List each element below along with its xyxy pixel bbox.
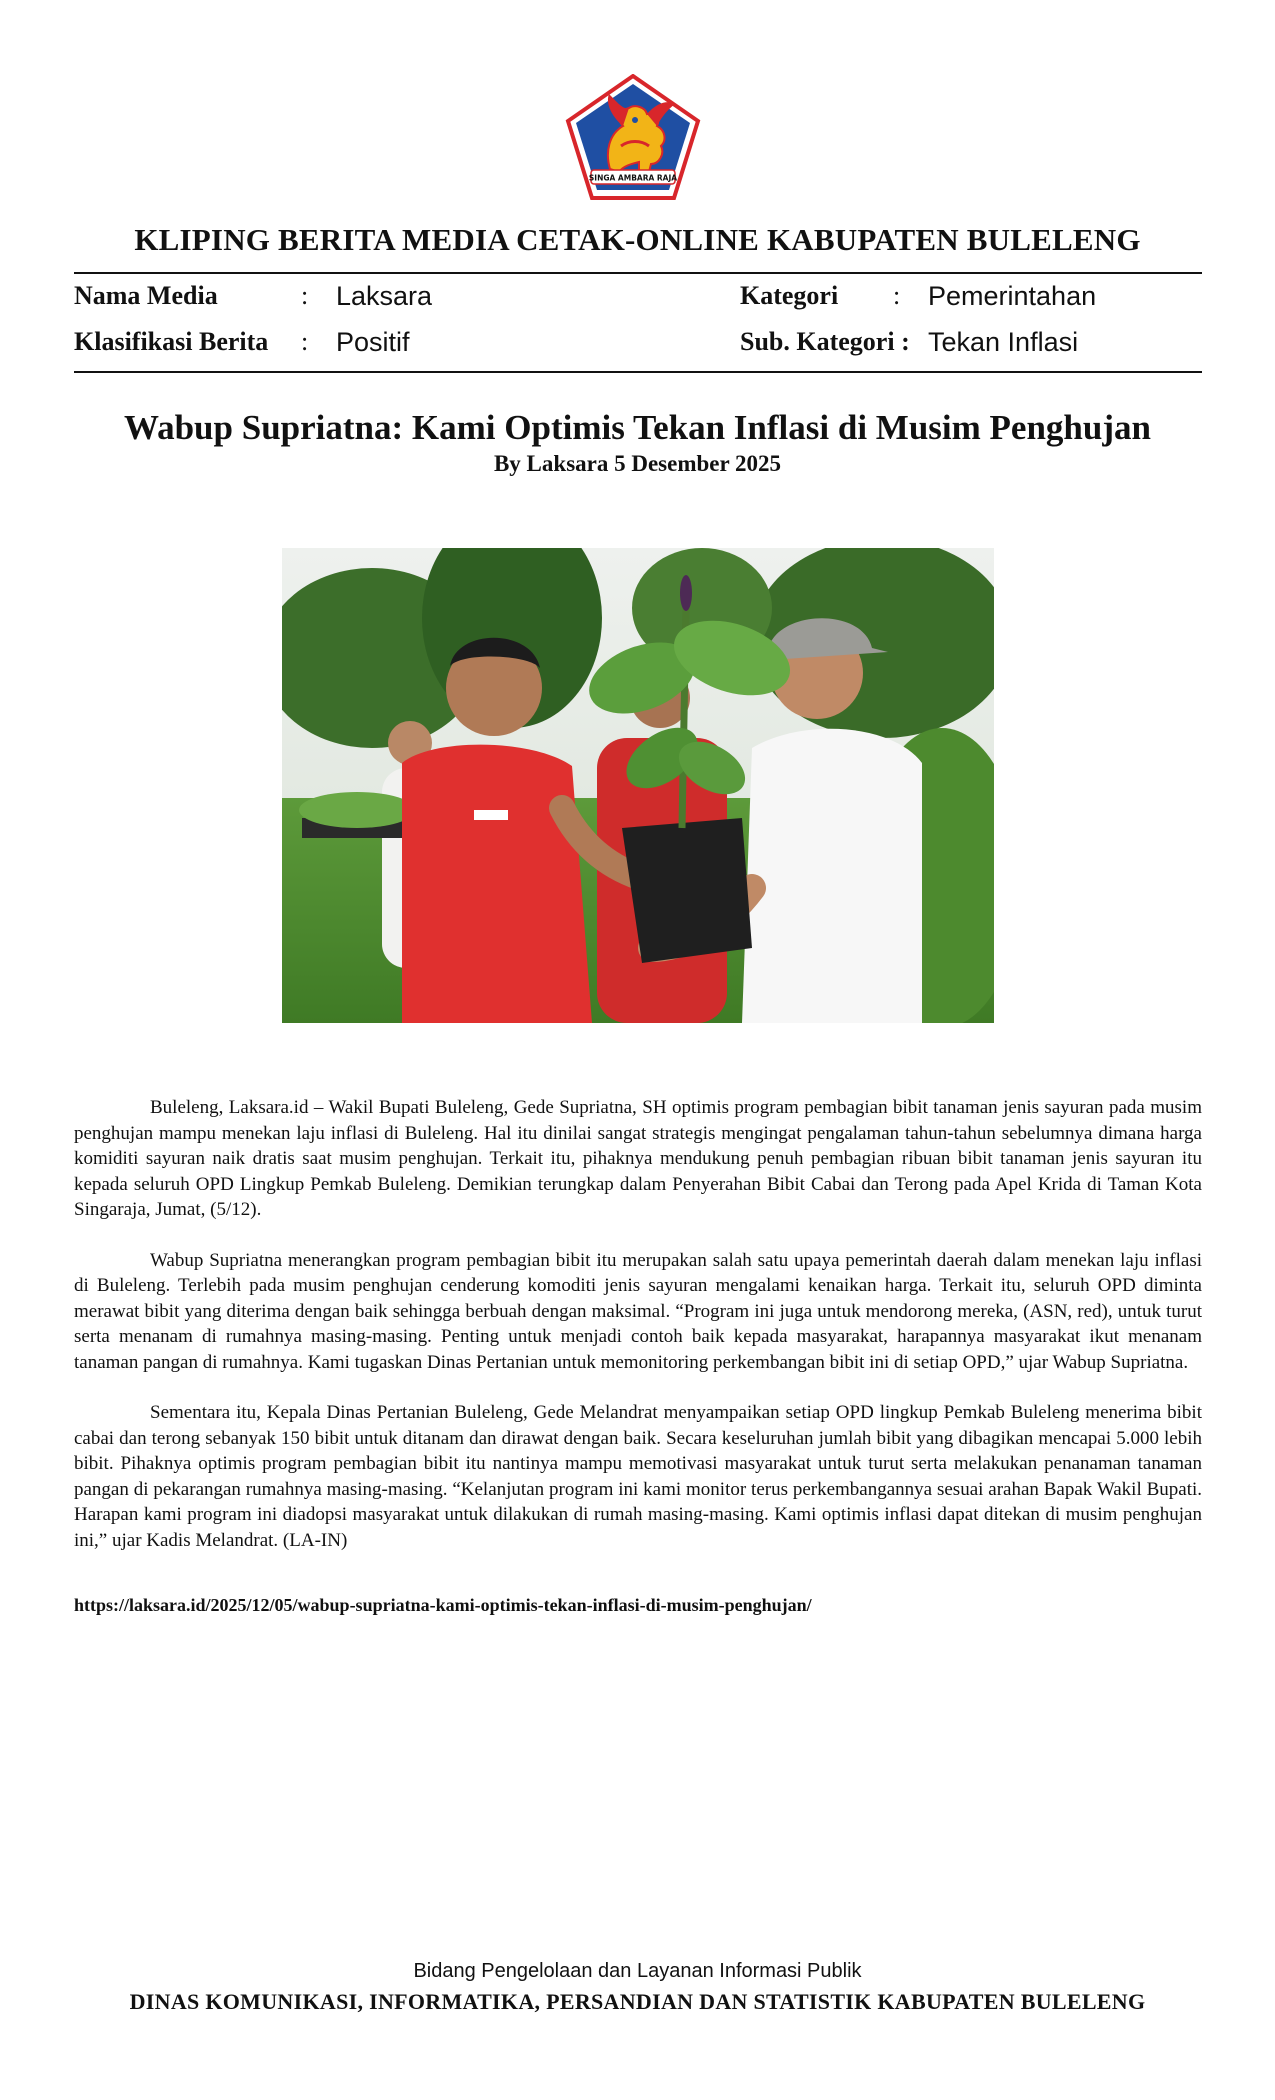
article-title: Wabup Supriatna: Kami Optimis Tekan Inflasi di Musim Penghujan	[124, 408, 1151, 447]
header-top-rule	[74, 272, 1202, 274]
article-byline: By Laksara 5 Desember 2025	[493, 451, 782, 476]
buleleng-regency-emblem	[565, 74, 701, 202]
klasifikasi-label: Klasifikasi Berita	[74, 327, 269, 356]
emblem-motto: SINGA AMBARA RAJA	[588, 173, 678, 183]
footer-agency: DINAS KOMUNIKASI, INFORMATIKA, PERSANDIAN DAN STATISTIK KABUPATEN BULELENG	[129, 1989, 1146, 2014]
nama-media-value: Laksara	[336, 281, 433, 311]
article-photo	[282, 548, 994, 1023]
kategori-value: Pemerintahan	[928, 281, 1097, 311]
nama-media-label: Nama Media	[74, 281, 218, 310]
meta-bottom-rule	[74, 371, 1202, 373]
clipping-header-title: KLIPING BERITA MEDIA CETAK-ONLINE KABUPATEN BULELENG	[134, 222, 1141, 257]
kategori-label: Kategori	[740, 281, 839, 310]
klasifikasi-colon: :	[301, 327, 309, 356]
sub-kategori-value: Tekan Inflasi	[928, 327, 1079, 357]
article-body	[74, 1095, 1202, 1578]
article-paragraph: Buleleng, Laksara.id – Wakil Bupati Buleleng, Gede Supriatna, SH optimis program pembagian bibit tanaman jenis sayuran pada musim penghujan mampu menekan laju inflasi di Buleleng. Hal itu dinilai sangat strategis mengingat pengalaman tahun-tahun sebelumnya dimana harga komiditi sayuran naik dratis saat musim penghujan. Terkait itu, pihaknya mendukung penuh pembagian ribuan bibit tanaman jenis sayuran itu kepada seluruh OPD Lingkup Pemkab Buleleng. Demikian terungkap dalam Penyerahan Bibit Cabai dan Terong pada Apel Krida di Taman Kota Singaraja, Jumat, (5/12).	[74, 1097, 1202, 1220]
kategori-colon: :	[893, 281, 901, 310]
article-paragraph: Wabup Supriatna menerangkan program pembagian bibit itu merupakan salah satu upaya pemerintah daerah dalam menekan laju inflasi di Buleleng. Terlebih pada musim penghujan cenderung komoditi jenis sayuran mengalami kenaikan harga. Terkait itu, seluruh OPD diminta merawat bibit yang diterima dengan baik sehingga berbuah dengan maksimal. “Program ini juga untuk mendorong mereka, (ASN, red), untuk turut serta menanam di rumahnya masing-masing. Penting untuk menjadi contoh baik kepada masyarakat, harapannya masyarakat ikut menanam tanaman pangan di rumahnya. Kami tugaskan Dinas Pertanian untuk memonitoring perkembangan bibit ini di setiap OPD,” ujar Wabup Supriatna.	[74, 1249, 1202, 1373]
nama-media-colon: :	[301, 281, 309, 310]
footer-division: Bidang Pengelolaan dan Layanan Informasi Publik	[413, 1960, 862, 1982]
article-paragraph: Sementara itu, Kepala Dinas Pertanian Buleleng, Gede Melandrat menyampaikan setiap OPD lingkup Pemkab Buleleng menerima bibit cabai dan terong sebanyak 150 bibit untuk ditanam dan dirawat dengan baik. Secara keseluruhan jumlah bibit yang dibagikan mencapai 5.000 lebih bibit. Pihaknya optimis program pembagian bibit itu nantinya mampu memotivasi masyarakat untuk turut serta melakukan penanaman tanaman pangan di pekarangan rumahnya masing-masing. “Kelanjutan program ini kami monitor terus perkembangannya sesuai arahan Bapak Wakil Bupati. Harapan kami program ini diadopsi masyarakat untuk dilakukan di rumah masing-masing. Kami optimis inflasi dapat ditekan di musim penghujan ini,” ujar Kadis Melandrat. (LA-IN)	[74, 1402, 1202, 1551]
source-url-link[interactable]: https://laksara.id/2025/12/05/wabup-supriatna-kami-optimis-tekan-inflasi-di-musim-penghujan/	[74, 1595, 812, 1615]
sub-kategori-label: Sub. Kategori :	[740, 327, 910, 356]
klasifikasi-value: Positif	[336, 327, 410, 357]
